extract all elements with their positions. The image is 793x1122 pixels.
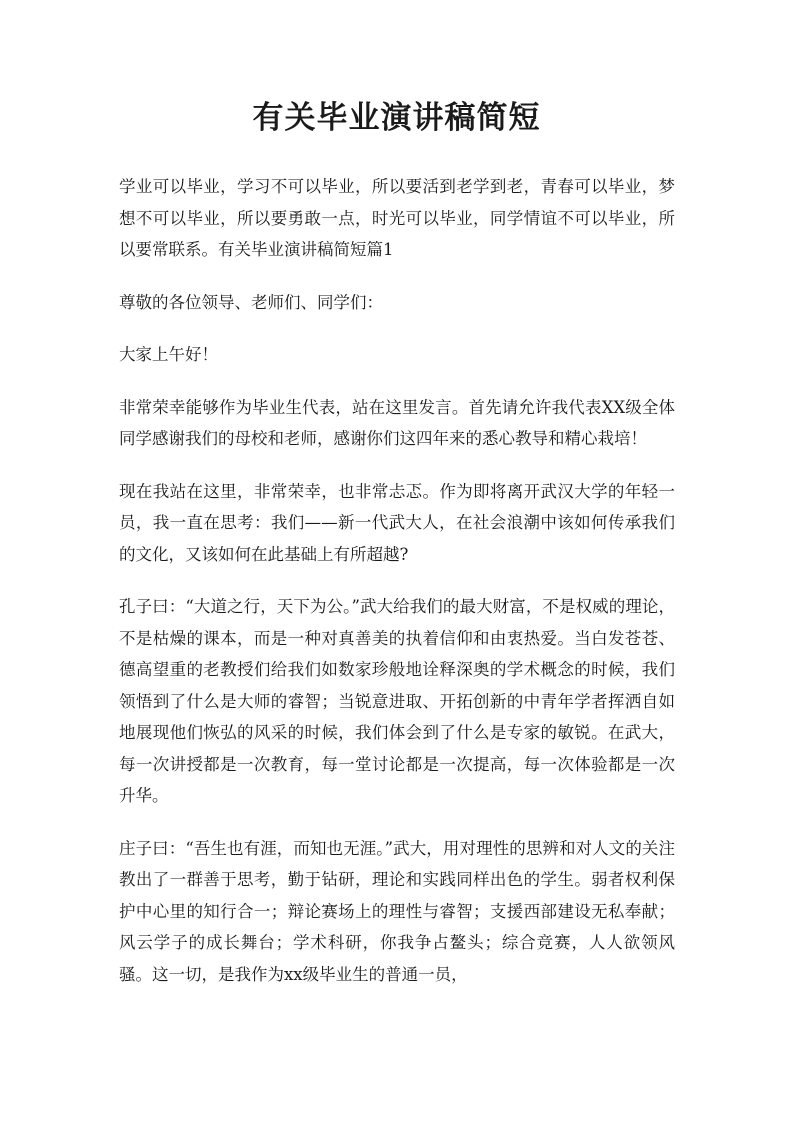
paragraph-greeting: 大家上午好！ bbox=[119, 345, 218, 364]
paragraph-zhuangzi: 庄子曰：“吾生也有涯，而知也无涯。”武大，用对理性的思辨和对人文的关注教出了一群善于思考，勤于钻研，理论和实践同样出色的学生。弱者权利保护中心里的知行合一；辩论赛场上的理性与睿智；支援西部建设无私奉献；风云学子的成长舞台；学术科研，你我争占鳌头；综合竞赛，人人欲领风骚。这一切，是我作为xx级毕业生的普通一员， bbox=[119, 838, 675, 984]
document-body bbox=[119, 171, 675, 1011]
paragraph-reflection: 现在我站在这里，非常荣幸，也非常忐忑。作为即将离开武汉大学的年轻一员，我一直在思考：我们——新一代武大人，在社会浪潮中该如何传承我们的文化，又该如何在此基础上有所超越? bbox=[119, 481, 675, 564]
paragraph-confucius: 孔子曰：“大道之行，天下为公。”武大给我们的最大财富，不是权威的理论，不是枯燥的课本，而是一种对真善美的执着信仰和由衷热爱。当白发苍苍、德高望重的老教授们给我们如数家珍般地诠释深奥的学术概念的时候，我们领悟到了什么是大师的睿智；当锐意进取、开拓创新的中青年学者挥洒自如地展现他们恢弘的风采的时候，我们体会到了什么是专家的敏锐。在武大，每一次讲授都是一次教育，每一堂讨论都是一次提高，每一次体验都是一次升华。 bbox=[119, 597, 675, 805]
paragraph-intro: 学业可以毕业，学习不可以毕业，所以要活到老学到老，青春可以毕业，梦想不可以毕业，所以要勇敢一点，时光可以毕业，同学情谊不可以毕业，所以要常联系。有关毕业演讲稿简短篇1 bbox=[119, 177, 675, 259]
document-title: 有关毕业演讲稿简短 bbox=[252, 100, 541, 136]
paragraph-thanks: 非常荣幸能够作为毕业生代表，站在这里发言。首先请允许我代表XX级全体同学感谢我们的母校和老师，感谢你们这四年来的悉心教导和精心栽培！ bbox=[119, 397, 675, 448]
paragraph-salutation: 尊敬的各位领导、老师们、同学们： bbox=[119, 292, 383, 312]
